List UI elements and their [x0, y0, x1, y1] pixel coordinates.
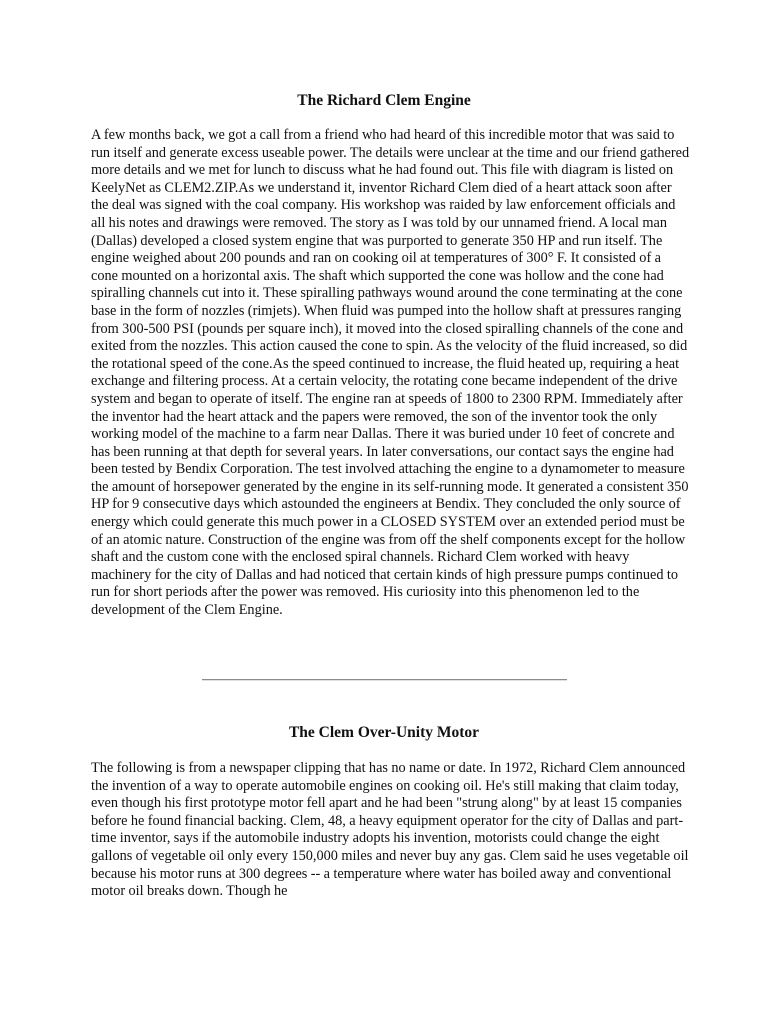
horizontal-divider — [202, 679, 567, 681]
section-title-clem-over-unity-motor: The Clem Over-Unity Motor — [288, 724, 480, 741]
section-body-clem-over-unity-motor: The following is from a newspaper clipping that has no name or date. In 1972, Richard Clem announced the invention of a way to operate automobile engines on cooking oil. He's still making that claim today, even though his first prototype motor fell apart and he had been "strung along" by at least 15 companies before he found financial backing. Clem, 48, a heavy equipment operator for the city of Dallas and part-time inventor, says if the automobile industry adopts his invention, motorists could change the eight gallons of vegetable oil only every 150,000 miles and never buy any gas. Clem said he uses vegetable oil because his motor runs at 300 degrees -- a temperature where water has boiled away and conventional motor oil breaks down. Though he — [91, 760, 689, 900]
section-title-richard-clem-engine: The Richard Clem Engine — [297, 92, 471, 109]
section-body-richard-clem-engine: A few months back, we got a call from a friend who had heard of this incredible motor that was said to run itself and generate excess useable power. The details were unclear at the time and our friend gathered more details and we met for lunch to discuss what he had found out. This file with diagram is listed on KeelyNet as CLEM2.ZIP.As we understand it, inventor Richard Clem died of a heart attack soon after the deal was signed with the coal company. His workshop was raided by law enforcement officials and all his notes and drawings were removed. The story as I was told by our unnamed friend. A local man (Dallas) developed a closed system engine that was purported to generate 350 HP and run itself. The engine weighed about 200 pounds and ran on cooking oil at temperatures of 300° F. It consisted of a cone mounted on a horizontal axis. The shaft which supported the cone was hollow and the cone had spiralling channels cut into it. These spiralling pathways wound around the cone terminating at the cone base in the form of nozzles (rimjets). When fluid was pumped into the hollow shaft at pressures ranging from 300-500 PSI (pounds per square inch), it moved into the closed spiralling channels of the cone and exited from the nozzles. This action caused the cone to spin. As the velocity of the fluid increased, so did the rotational speed of the cone.As the speed continued to increase, the fluid heated up, requiring a heat exchange and filtering process. At a certain velocity, the rotating cone became independent of the drive system and began to operate of itself. The engine ran at speeds of 1800 to 2300 RPM. Immediately after the inventor had the heart attack and the papers were removed, the son of the inventor took the only working model of the machine to a farm near Dallas. There it was buried under 10 feet of concrete and has been running at that depth for several years. In later conversations, our contact says the engine had been tested by Bendix Corporation. The test involved attaching the engine to a dynamometer to measure the amount of horsepower generated by the engine in its self-running mode. It generated a consistent 350 HP for 9 consecutive days which astounded the engineers at Bendix. They concluded the only source of energy which could generate this much power in a CLOSED SYSTEM over an extended period must be of an atomic nature. Construction of the engine was from off the shelf components except for the hollow shaft and the custom cone with the enclosed spiral channels. Richard Clem worked with heavy machinery for the city of Dallas and had noticed that certain kinds of high pressure pumps continued to run for short periods after the power was removed. His curiosity into this phenomenon led to the development of the Clem Engine. — [91, 127, 690, 619]
